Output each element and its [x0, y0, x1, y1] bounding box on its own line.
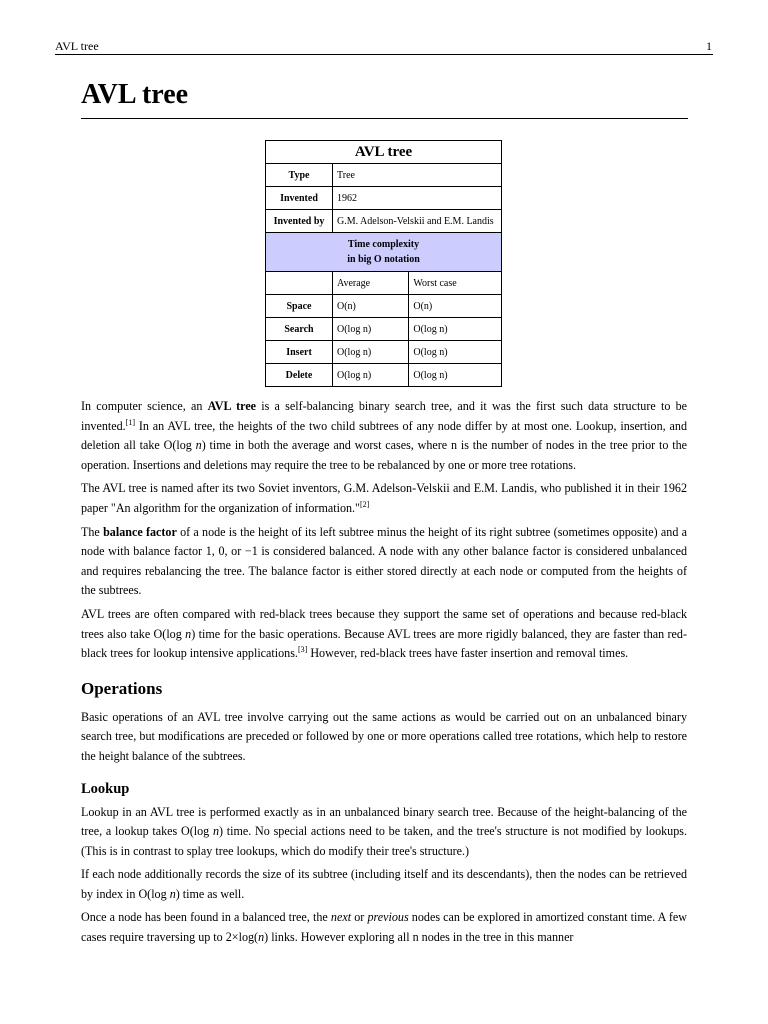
- term-balance-factor: balance factor: [103, 524, 177, 539]
- article-body: [81, 397, 687, 952]
- balance-factor-paragraph: The balance factor of a node is the height of its left subtree minus the height of its right subtree (sometimes opposite) and a node with balance factor 1, 0, or −1 is considered balanced. A node with any other balance factor is considered unbalanced and requires rebalancing the tree. The balance factor is either stored directly at each node or computed from the heights of the subtrees.: [81, 524, 688, 598]
- citation-1[interactable]: [1]: [125, 417, 135, 427]
- citation-3[interactable]: [3]: [297, 645, 308, 655]
- operations-paragraph: Basic operations of an AVL tree involve carrying out the same actions as would be carried out on an unbalanced binary search tree, but modifications are preceded or followed by one or more operations called tree rotations, which help to restore the height balance of the subtrees.: [81, 709, 687, 763]
- intro-paragraph: In computer science, an AVL tree is a self-balancing binary search tree, and it was the first such data structure to be invented.[1] In an AVL tree, the heights of the two child subtrees of any node differ by at most one. Lookup, insertion, and deletion all take O(log n) time in both the average and worst cases, where n is the number of nodes in the tree prior to the operation. Insertions and deletions may require the tree to be rebalanced by one or more tree rotations.: [81, 399, 687, 472]
- lookup-heading: Lookup: [81, 780, 130, 797]
- band-line-2: in big O notation: [347, 254, 420, 265]
- column-header-average: Average: [333, 272, 409, 295]
- operations-heading: Operations: [81, 678, 163, 698]
- page-title: AVL tree: [81, 79, 189, 110]
- infobox-value-type: Tree: [333, 164, 502, 187]
- infobox-label-type: Type: [266, 164, 333, 187]
- index-paragraph: If each node additionally records the size of its subtree (including itself and its descendants), then the nodes can be retrieved by index in O(log n) time as well.: [81, 867, 687, 901]
- complexity-average: O(log n): [333, 364, 409, 387]
- infobox-value-invented: 1962: [333, 187, 502, 210]
- complexity-row: [266, 318, 502, 341]
- header-rule: [55, 54, 713, 55]
- complexity-row: [266, 341, 502, 364]
- column-header-worst: Worst case: [409, 272, 502, 295]
- infobox-caption: AVL tree: [266, 141, 502, 164]
- infobox-table: [265, 140, 502, 387]
- empty-cell: [266, 272, 333, 295]
- citation-2[interactable]: [2]: [360, 499, 370, 509]
- complexity-row: [266, 295, 502, 318]
- infobox-value-invented-by: G.M. Adelson-Velskii and E.M. Landis: [333, 210, 502, 233]
- complexity-header-row: [266, 272, 502, 295]
- page-number: 1: [706, 39, 712, 53]
- infobox-row: [266, 187, 502, 210]
- comparison-paragraph: AVL trees are often compared with red-black trees because they support the same set of operations and because red-black trees also take O(log n) time for the basic operations. Because AVL trees are more rigidly balanced, they are faster than red-black trees for lookup intensive applications.[3] However, red-black trees have faster insertion and removal times.: [81, 606, 688, 661]
- running-header-title: AVL tree: [55, 39, 99, 53]
- complexity-label-search: Search: [266, 318, 333, 341]
- complexity-average: O(n): [333, 295, 409, 318]
- complexity-row: [266, 364, 502, 387]
- complexity-worst: O(log n): [409, 318, 502, 341]
- complexity-label-delete: Delete: [266, 364, 333, 387]
- complexity-label-space: Space: [266, 295, 333, 318]
- title-rule: [81, 118, 688, 119]
- complexity-worst: O(log n): [409, 341, 502, 364]
- complexity-worst: O(n): [409, 295, 502, 318]
- lookup-paragraph: Lookup in an AVL tree is performed exactly as in an unbalanced binary search tree. Because of the height-balancing of the tree, a lookup takes O(log n) time. No special actions need to be taken, and the tree's structure is not modified by lookups. (This is in contrast to splay tree lookups, which do modify their tree's structure.): [81, 804, 688, 858]
- complexity-average: O(log n): [333, 341, 409, 364]
- infobox-row: [266, 164, 502, 187]
- running-header: [55, 38, 713, 54]
- infobox-label-invented: Invented: [266, 187, 333, 210]
- complexity-average: O(log n): [333, 318, 409, 341]
- naming-paragraph: The AVL tree is named after its two Soviet inventors, G.M. Adelson-Velskii and E.M. Landis, who published it in their 1962 paper "An algorithm for the organization of information."[2]: [81, 481, 687, 515]
- term-avl-tree: AVL tree: [207, 399, 257, 413]
- infobox-label-invented-by: Invented by: [266, 210, 333, 233]
- complexity-label-insert: Insert: [266, 341, 333, 364]
- traversal-paragraph: Once a node has been found in a balanced tree, the next or previous nodes can be explored in amortized constant time. A few cases require traversing up to 2×log(n) links. However exploring all n nodes in the tree in this manner: [81, 910, 688, 945]
- infobox-row: [266, 210, 502, 233]
- time-complexity-band: [266, 233, 502, 272]
- complexity-worst: O(log n): [409, 364, 502, 387]
- band-line-1: Time complexity: [347, 239, 420, 250]
